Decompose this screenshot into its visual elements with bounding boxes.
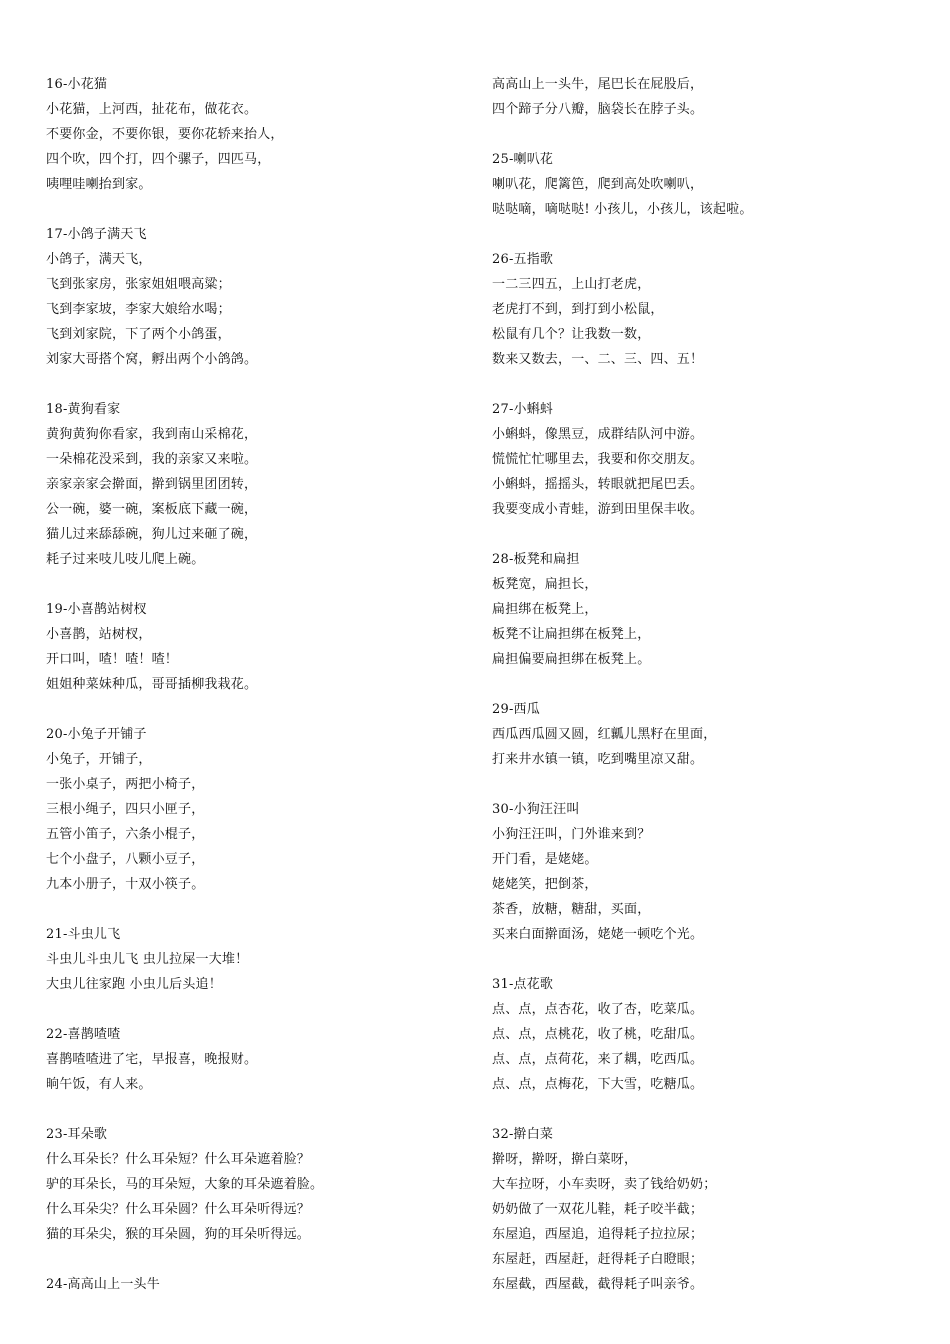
poem-line: 一张小桌子，两把小椅子， (46, 777, 205, 792)
poem-title: 20-小兔子开铺子 (46, 727, 147, 742)
poem-line: 三根小绳子，四只小匣子， (46, 802, 205, 817)
poem-line: 点、点，点杏花，收了杏，吃菜瓜。 (492, 1002, 704, 1017)
poem-spacer (46, 697, 446, 722)
poem-title: 28-板凳和扁担 (492, 552, 580, 567)
poem-line: 喜鹊喳喳进了宅，早报喜，晚报财。 (46, 1052, 258, 1067)
poem-block (492, 397, 912, 522)
poem-line: 扁担绑在板凳上， (492, 602, 598, 617)
poem-block (492, 72, 912, 122)
poem-title: 30-小狗汪汪叫 (492, 802, 580, 817)
poem-line: 茶香，放糖，糖甜，买面， (492, 902, 651, 917)
poem-title: 25-喇叭花 (492, 152, 554, 167)
poem-line: 大车拉呀，小车卖呀，卖了钱给奶奶； (492, 1177, 717, 1192)
poem-block (492, 697, 912, 772)
poem-line: 板凳宽，扁担长， (492, 577, 598, 592)
poem-line: 喇叭花，爬篱笆，爬到高处吹喇叭， (492, 177, 704, 192)
poem-block (46, 722, 446, 897)
poem-spacer (492, 372, 912, 397)
poem-title: 32-擀白菜 (492, 1127, 554, 1142)
poem-line: 耗子过来吱儿吱儿爬上碗。 (46, 552, 205, 567)
poem-block (46, 397, 446, 572)
poem-line: 飞到刘家院，下了两个小鸽蛋， (46, 327, 231, 342)
poem-title: 18-黄狗看家 (46, 402, 121, 417)
poem-line: 五管小笛子，六条小棍子， (46, 827, 205, 842)
poem-line: 亲家亲家会擀面，擀到锅里团团转， (46, 477, 258, 492)
poem-title: 27-小蝌蚪 (492, 402, 554, 417)
poem-block (492, 147, 912, 222)
poem-block (46, 1122, 446, 1247)
poem-line: 斗虫儿斗虫儿飞 虫儿拉屎一大堆！ (46, 952, 249, 967)
poem-spacer (46, 372, 446, 397)
poem-title: 22-喜鹊喳喳 (46, 1027, 121, 1042)
poem-line: 扁担偏要扁担绑在板凳上。 (492, 652, 651, 667)
poem-line: 晌午饭，有人来。 (46, 1077, 152, 1092)
poem-spacer (492, 947, 912, 972)
poem-line: 四个蹄子分八瓣，脑袋长在脖子头。 (492, 102, 704, 117)
poem-block (46, 1272, 446, 1297)
poem-line: 什么耳朵尖？什么耳朵圆？什么耳朵听得远？ (46, 1202, 311, 1217)
poem-line: 什么耳朵长？什么耳朵短？什么耳朵遮着脸？ (46, 1152, 311, 1167)
poem-line: 点、点，点桃花，收了桃，吃甜瓜。 (492, 1027, 704, 1042)
poem-line: 西瓜西瓜圆又圆，红瓤儿黑籽在里面， (492, 727, 717, 742)
poem-title: 26-五指歌 (492, 252, 554, 267)
poem-line: 咦哩哇喇抬到家。 (46, 177, 152, 192)
poem-title: 16-小花猫 (46, 77, 108, 92)
poem-line: 东屋赶，西屋赶，赶得耗子白瞪眼； (492, 1252, 704, 1267)
poem-title: 23-耳朵歌 (46, 1127, 108, 1142)
poem-block (46, 597, 446, 697)
poem-line: 慌慌忙忙哪里去，我要和你交朋友。 (492, 452, 704, 467)
poem-line: 一二三四五，上山打老虎， (492, 277, 651, 292)
poem-line: 刘家大哥搭个窝，孵出两个小鸽鸽。 (46, 352, 258, 367)
poem-line: 不要你金，不要你银，要你花轿来抬人， (46, 127, 284, 142)
poem-line: 小狗汪汪叫，门外谁来到？ (492, 827, 651, 842)
poem-block (492, 1122, 912, 1297)
poem-block (492, 972, 912, 1097)
poem-line: 开口叫，喳！喳！喳！ (46, 652, 179, 667)
poem-line: 打来井水镇一镇，吃到嘴里凉又甜。 (492, 752, 704, 767)
poem-line: 板凳不让扁担绑在板凳上， (492, 627, 651, 642)
poem-spacer (492, 122, 912, 147)
poem-line: 黄狗黄狗你看家，我到南山采棉花， (46, 427, 258, 442)
poem-line: 公一碗，婆一碗，案板底下藏一碗， (46, 502, 258, 517)
poem-line: 九本小册子，十双小筷子。 (46, 877, 205, 892)
poem-block (46, 72, 446, 197)
poem-line: 四个吹，四个打，四个骡子，四匹马， (46, 152, 271, 167)
poem-line: 姥姥笑，把倒茶， (492, 877, 598, 892)
poem-block (492, 547, 912, 672)
poem-spacer (492, 222, 912, 247)
poem-line: 小花猫，上河西，扯花布，做花衣。 (46, 102, 258, 117)
poem-spacer (46, 897, 446, 922)
poem-line: 小鸽子，满天飞， (46, 252, 152, 267)
poem-title: 31-点花歌 (492, 977, 554, 992)
poem-line: 点、点，点梅花，下大雪，吃糖瓜。 (492, 1077, 704, 1092)
poem-line: 驴的耳朵长，马的耳朵短，大象的耳朵遮着脸。 (46, 1177, 324, 1192)
poem-block (46, 922, 446, 997)
poem-line: 松鼠有几个？让我数一数， (492, 327, 651, 342)
poem-line: 小蝌蚪，摇摇头，转眼就把尾巴丢。 (492, 477, 704, 492)
poem-spacer (492, 1097, 912, 1122)
poem-spacer (492, 522, 912, 547)
poem-title: 19-小喜鹊站树杈 (46, 602, 147, 617)
poem-line: 开门看，是姥姥。 (492, 852, 598, 867)
poem-line: 我要变成小青蛙，游到田里保丰收。 (492, 502, 704, 517)
poem-line: 大虫儿往家跑 小虫儿后头追！ (46, 977, 222, 992)
poem-line: 东屋截，西屋截，截得耗子叫亲爷。 (492, 1277, 704, 1292)
poem-line: 点、点，点荷花，来了耦，吃西瓜。 (492, 1052, 704, 1067)
poem-line: 小蝌蚪，像黑豆，成群结队河中游。 (492, 427, 704, 442)
poem-spacer (46, 197, 446, 222)
poem-block (46, 1022, 446, 1097)
poem-line: 猫的耳朵尖，猴的耳朵圆，狗的耳朵听得远。 (46, 1227, 311, 1242)
poem-title: 24-高高山上一头牛 (46, 1277, 160, 1292)
poem-title: 21-斗虫儿飞 (46, 927, 121, 942)
poem-spacer (46, 572, 446, 597)
poem-spacer (46, 997, 446, 1022)
poem-line: 小喜鹊，站树杈， (46, 627, 152, 642)
poem-block (46, 222, 446, 372)
poem-line: 七个小盘子，八颗小豆子， (46, 852, 205, 867)
poem-title: 29-西瓜 (492, 702, 540, 717)
poem-line: 老虎打不到，到打到小松鼠， (492, 302, 664, 317)
poem-line: 飞到李家坡，李家大娘给水喝； (46, 302, 231, 317)
poem-line: 奶奶做了一双花儿鞋，耗子咬半截； (492, 1202, 704, 1217)
poem-line: 东屋追，西屋追，追得耗子拉拉尿； (492, 1227, 704, 1242)
right-column (492, 72, 912, 1297)
poem-spacer (492, 772, 912, 797)
poem-spacer (46, 1097, 446, 1122)
poem-spacer (46, 1247, 446, 1272)
poem-line: 飞到张家房，张家姐姐喂高粱； (46, 277, 231, 292)
poem-block (492, 797, 912, 947)
poem-line: 擀呀，擀呀，擀白菜呀， (492, 1152, 638, 1167)
poem-line: 数来又数去，一、二、三、四、五！ (492, 352, 704, 367)
poem-spacer (492, 672, 912, 697)
poem-line: 买来白面擀面汤，姥姥一顿吃个光。 (492, 927, 704, 942)
poem-block (492, 247, 912, 372)
poem-line: 姐姐种菜妹种瓜，哥哥插柳我栽花。 (46, 677, 258, 692)
poem-line: 小兔子，开铺子， (46, 752, 152, 767)
poem-line: 猫儿过来舔舔碗，狗儿过来砸了碗， (46, 527, 258, 542)
poem-title: 17-小鸽子满天飞 (46, 227, 147, 242)
left-column (46, 72, 446, 1297)
poem-line: 哒哒嘀，嘀哒哒! 小孩儿，小孩儿，该起啦。 (492, 202, 753, 217)
poem-line: 一朵棉花没采到，我的亲家又来啦。 (46, 452, 258, 467)
poem-line: 高高山上一头牛，尾巴长在屁股后， (492, 77, 704, 92)
